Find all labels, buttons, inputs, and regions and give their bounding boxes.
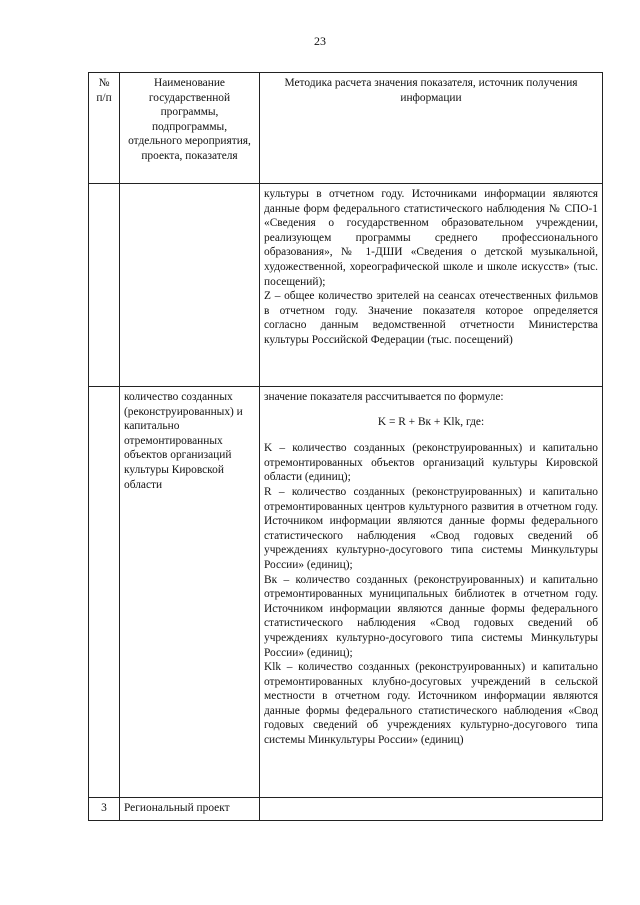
cell-number: 3 xyxy=(89,798,120,821)
formula: K = R + Bк + Klk, где: xyxy=(377,415,485,428)
table-row xyxy=(89,387,603,798)
formula-intro: значение показателя рассчитывается по формуле: xyxy=(264,391,504,403)
table-header-row xyxy=(89,73,603,184)
cell-methodology xyxy=(260,798,603,821)
cell-methodology xyxy=(260,387,603,798)
definition-bk: Bк – количество созданных (реконструированных) и капитально отремонтированных муниципальных библиотек в отчетном году. Источником информации являются данные формы федерального статистического наблюдения «Свод годовых сведений об учреждениях культурно-досугового типа системы Минкультуры России» (единиц); xyxy=(264,573,598,659)
cell-number xyxy=(89,387,120,798)
definition-r: R – количество созданных (реконструированных) и капитально отремонтированных центров культурного развития в отчетном году. Источником информации являются данные формы федерального статистического наблюдения «Свод годовых сведений об учреждениях культурно-досугового типа системы Минкультуры России» (единиц); xyxy=(264,485,598,571)
page-number: 23 xyxy=(314,34,326,48)
cell-name: Региональный проект xyxy=(120,798,260,821)
cell-name xyxy=(120,184,260,387)
header-name: Наименование государственной программы, подпрограммы, отдельного мероприятия, проекта, показателя xyxy=(120,73,260,184)
cell-number xyxy=(89,184,120,387)
definition-klk: Klk – количество созданных (реконструированных) и капитально отремонтированных клубно-досуговых учреждений в сельской местности в отчетном году. Источником информации являются данные формы федерального статистического наблюдения «Свод годовых сведений об учреждениях культурно-досугового типа системы Минкультуры России» (единиц) xyxy=(264,661,598,747)
cell-name: количество созданных (реконструированных) и капитально отремонтированных объектов организаций культуры Кировской области xyxy=(120,387,260,798)
cell-methodology xyxy=(260,184,603,387)
methodology-paragraph: Z – общее количество зрителей на сеансах отечественных фильмов в отчетном году. Значение показателя которое определяется согласно данным ведомственной отчетности Министерства культуры Российской Федерации (тыс. посещений) xyxy=(264,290,598,346)
methodology-paragraph: культуры в отчетном году. Источниками информации являются данные форм федерального статистического наблюдения № СПО-1 «Сведения о государственном образовательном учреждении, реализующем программы среднего профессионального образования», № 1-ДШИ «Сведения о детской музыкальной, художественной, хореографической школе и школе искусств» (тыс. посещений); xyxy=(264,188,598,288)
table-row xyxy=(89,798,603,821)
header-number: № п/п xyxy=(89,73,120,184)
definition-k: K – количество созданных (реконструированных) и капитально отремонтированных объектов организаций культуры Кировской области (единиц); xyxy=(264,442,598,484)
header-methodology: Методика расчета значения показателя, источник получения информации xyxy=(260,73,603,184)
indicator-table xyxy=(88,72,603,821)
table-row xyxy=(89,184,603,387)
